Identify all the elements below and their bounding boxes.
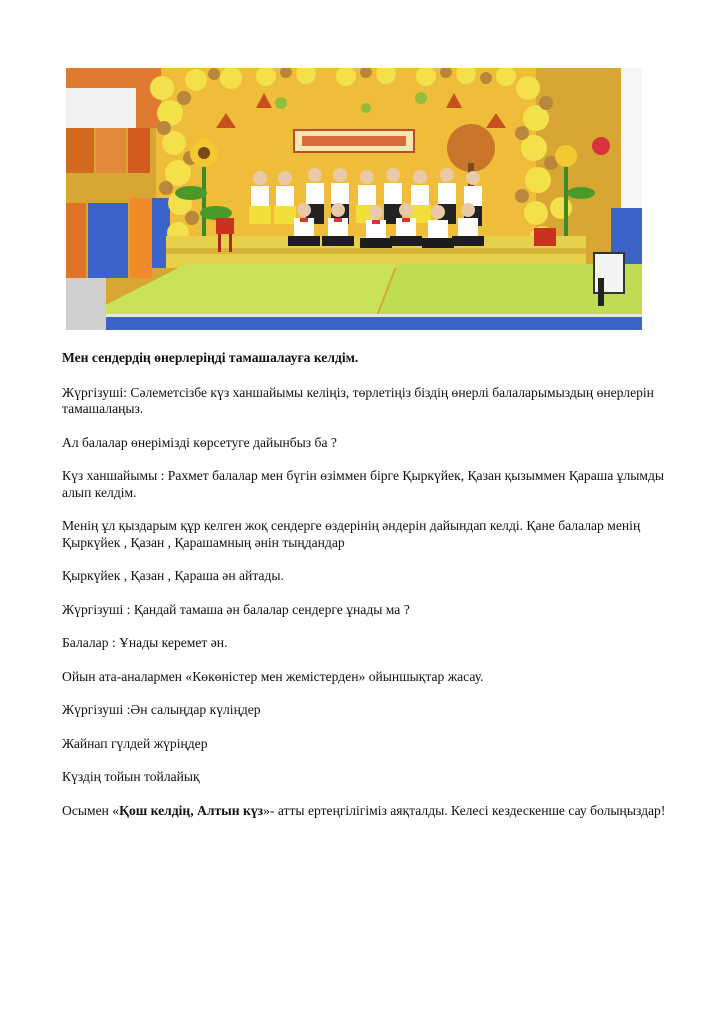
paragraph: Жайнап гүлдей жүріңдер [62,735,208,751]
paragraph: Күздің тойын тойлайық [62,769,200,784]
kindergarten-photo [66,68,642,330]
document-body [62,350,672,836]
paragraph: Қыркүйек , Қазан , Қараша ән айтады. [62,568,284,583]
paragraph: Жүргізуші :Ән салыңдар күліңдер [62,702,261,717]
closing-text-end: »- атты ертеңгілігіміз аяқталды. Келесі кездескенше сау болыңыздар! [263,802,666,818]
paragraph: Ал балалар өнерімізді көрсетуге дайынбыз ба ? [62,434,337,450]
paragraph: Күз ханшайымы : Рахмет балалар мен бүгін өзіммен бірге Қыркүйек, Қазан қызыммен Қараша ұлымды алып келдім. [62,468,665,500]
section-heading: Мен сендердің өнерлеріңді тамашалауға келдім. [62,350,359,365]
event-title: Қош келдің, Алтын күз [119,802,264,818]
photo-illustration [66,68,642,330]
paragraph: Жүргізуші: Сәлеметсізбе күз ханшайымы келіңіз, төрлетіңіз біздің өнерлі балаларымыздың өнерлерін тамашалаңыз. [62,384,654,416]
closing-paragraph [62,803,672,820]
paragraph: Балалар : Ұнады керемет ән. [62,635,228,650]
paragraph: Менің ұл қыздарым құр келген жоқ сендерге өздерінің әндерін дайындап келді. Қане балалар менің Қыркүйек , Қазан , Қарашамның әнін тыңдандар [62,518,641,550]
paragraph: Жүргізуші : Қандай тамаша ән балалар сендерге ұнады ма ? [62,601,410,617]
paragraph: Ойын ата-аналармен «Көкөністер мен жемістерден» ойыншықтар жасау. [62,668,484,684]
closing-text-start: Осымен « [62,802,120,818]
